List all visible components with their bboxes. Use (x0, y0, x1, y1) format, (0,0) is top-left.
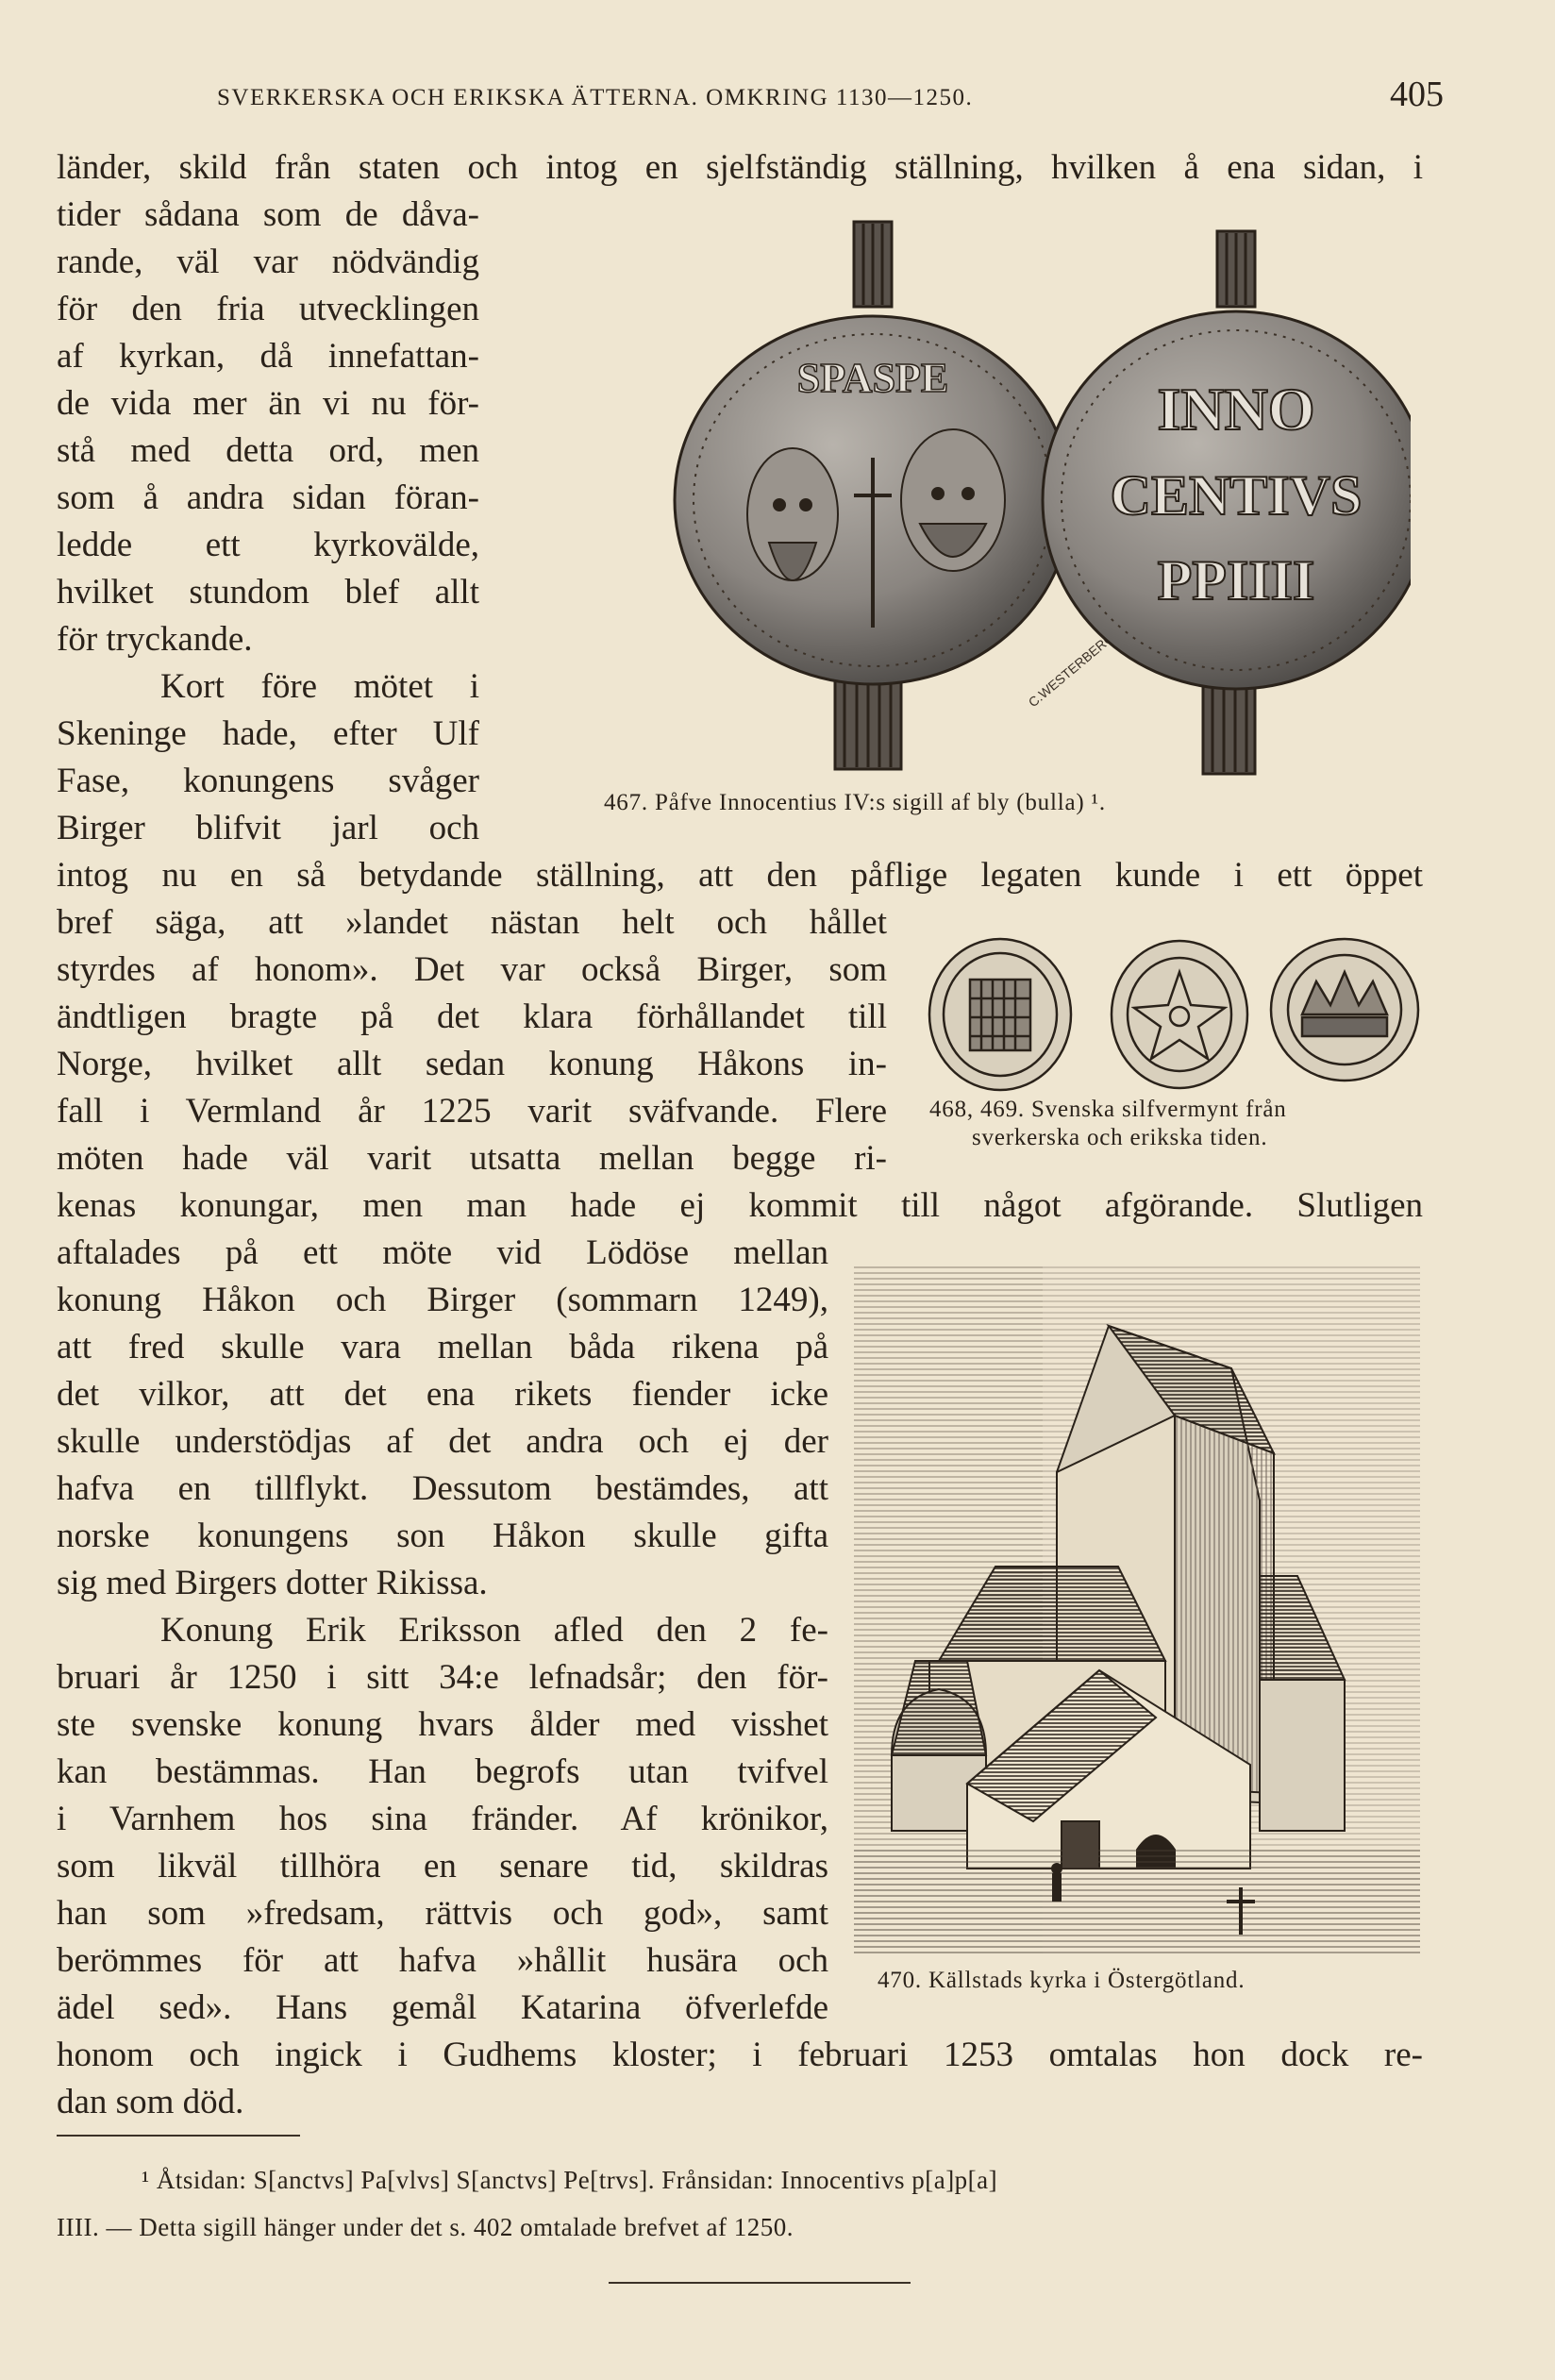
seal-cord-top-right (1217, 231, 1255, 307)
body-line: ädel sed». Hans gemål Katarina öfverlefde (57, 1988, 828, 2027)
body-line: för den fria utvecklingen (57, 290, 479, 328)
body-line: hafva en tillflykt. Dessutom bestämdes, att (57, 1469, 828, 1508)
coin-crown (1271, 939, 1418, 1081)
body-line: stå med detta ord, men (57, 431, 479, 470)
coins-caption-line1: 468, 469. Svenska silfvermynt från (929, 1097, 1287, 1122)
body-line: Kort före mötet i (160, 667, 479, 706)
coin-gate (929, 939, 1071, 1090)
coins-figure (925, 934, 1425, 1095)
body-line: kan bestämmas. Han begrofs utan tvifvel (57, 1752, 828, 1791)
church-engraving (854, 1265, 1420, 1953)
body-line: Skeninge hade, efter Ulf (57, 714, 479, 753)
body-line: berömmes för att hafva »hållit husära och (57, 1941, 828, 1980)
body-line: fall i Vermland år 1225 varit sväfvande. Flere (57, 1092, 887, 1131)
body-line: hvilket stundom blef allt (57, 573, 479, 612)
churchyard-ground (854, 1850, 1420, 1953)
body-line: dan som död. (57, 2083, 244, 2121)
seal-back-inscription-1: INNO (1157, 376, 1315, 443)
body-line: som likväl tillhöra en senare tid, skildras (57, 1847, 828, 1886)
papal-seal-figure (491, 212, 1411, 779)
body-line: styrdes af honom». Det var också Birger, som (57, 950, 887, 989)
body-line: norske konungens son Håkon skulle gifta (57, 1517, 828, 1555)
body-line: i Varnhem hos sina fränder. Af krönikor, (57, 1800, 828, 1838)
papal-seal-illustration (491, 212, 1411, 779)
body-line: Birger blifvit jarl och (57, 809, 479, 847)
page-header (217, 74, 1444, 121)
page-bottom-rule (609, 2282, 911, 2284)
figure-person (1051, 1863, 1062, 1902)
body-line: bruari år 1250 i sitt 34:e lefnadsår; den för- (57, 1658, 828, 1697)
body-line: för tryckande. (57, 620, 253, 659)
coins-illustration (925, 934, 1425, 1095)
body-line: tider sådana som de dåva- (57, 195, 479, 234)
body-line: det vilkor, att det ena rikets fiender icke (57, 1375, 828, 1414)
seal-caption: 467. Påfve Innocentius IV:s sigill af bly (bulla) ¹. (604, 790, 1106, 815)
footnote-line-1: ¹ Åtsidan: S[anctvs] Pa[vlvs] S[anctvs] Pe[trvs]. Frånsidan: Innocentivs p[a]p[a] (142, 2166, 998, 2194)
body-line: länder, skild från staten och intog en sjelfständig ställning, hvilken å ena sidan, i (57, 148, 1423, 187)
body-line: ledde ett kyrkovälde, (57, 526, 479, 564)
body-line: rande, väl var nödvändig (57, 243, 479, 281)
body-line: att fred skulle vara mellan båda rikena på (57, 1328, 828, 1366)
body-line: ändtligen bragte på det klara förhållandet till (57, 997, 887, 1036)
seal-back-inscription-2: CENTIVS (1110, 464, 1363, 527)
body-line: bref säga, att »landet nästan helt och hållet (57, 903, 887, 942)
body-line: Fase, konungens svåger (57, 762, 479, 800)
body-line: honom och ingick i Gudhems kloster; i februari 1253 omtalas hon dock re- (57, 2036, 1423, 2074)
body-line: konung Håkon och Birger (sommarn 1249), (57, 1281, 828, 1319)
body-line: sig med Birgers dotter Rikissa. (57, 1564, 488, 1602)
seal-front-inscription: SPASPE (796, 355, 949, 401)
body-line: Konung Erik Eriksson afled den 2 fe- (160, 1611, 828, 1650)
church-figure (854, 1265, 1420, 1953)
footnote-line-2: IIII. — Detta sigill hänger under det s. 402 omtalade brefvet af 1250. (57, 2213, 794, 2241)
seal-back-inscription-3: PPIIII (1157, 549, 1315, 612)
body-line: af kyrkan, då innefattan- (57, 337, 479, 376)
seal-cord-bottom-left (835, 675, 901, 769)
body-line: aftalades på ett möte vid Lödöse mellan (57, 1233, 828, 1272)
coin-star (1112, 941, 1247, 1088)
body-line: skulle understödjas af det andra och ej der (57, 1422, 828, 1461)
body-line: Norge, hvilket allt sedan konung Håkons in- (57, 1045, 887, 1083)
coins-caption-line2: sverkerska och erikska tiden. (972, 1125, 1268, 1150)
body-line: de vida mer än vi nu för- (57, 384, 479, 423)
saint-peter-face (901, 429, 1005, 571)
body-line: ste svenske konung hvars ålder med visshet (57, 1705, 828, 1744)
running-title: SVERKERSKA OCH ERIKSKA ÄTTERNA. OMKRING 1130—1250. (217, 85, 974, 110)
body-line: han som »fredsam, rättvis och god», samt (57, 1894, 828, 1933)
seal-cord-bottom-right (1203, 684, 1255, 774)
body-line: intog nu en så betydande ställning, att den påflige legaten kunde i ett öppet (57, 856, 1423, 895)
body-line: möten hade väl varit utsatta mellan begge ri- (57, 1139, 887, 1178)
page-number: 405 (1390, 75, 1444, 114)
engraver-signature: C.WESTERBERG (1025, 629, 1117, 711)
footnote-rule (57, 2135, 300, 2137)
seal-cord-top-left (854, 222, 892, 307)
church-caption: 470. Källstads kyrka i Östergötland. (878, 1968, 1246, 1993)
body-line: kenas konungar, men man hade ej kommit till något afgörande. Slutligen (57, 1186, 1423, 1225)
saint-paul-face (747, 448, 838, 580)
body-line: som å andra sidan föran- (57, 478, 479, 517)
